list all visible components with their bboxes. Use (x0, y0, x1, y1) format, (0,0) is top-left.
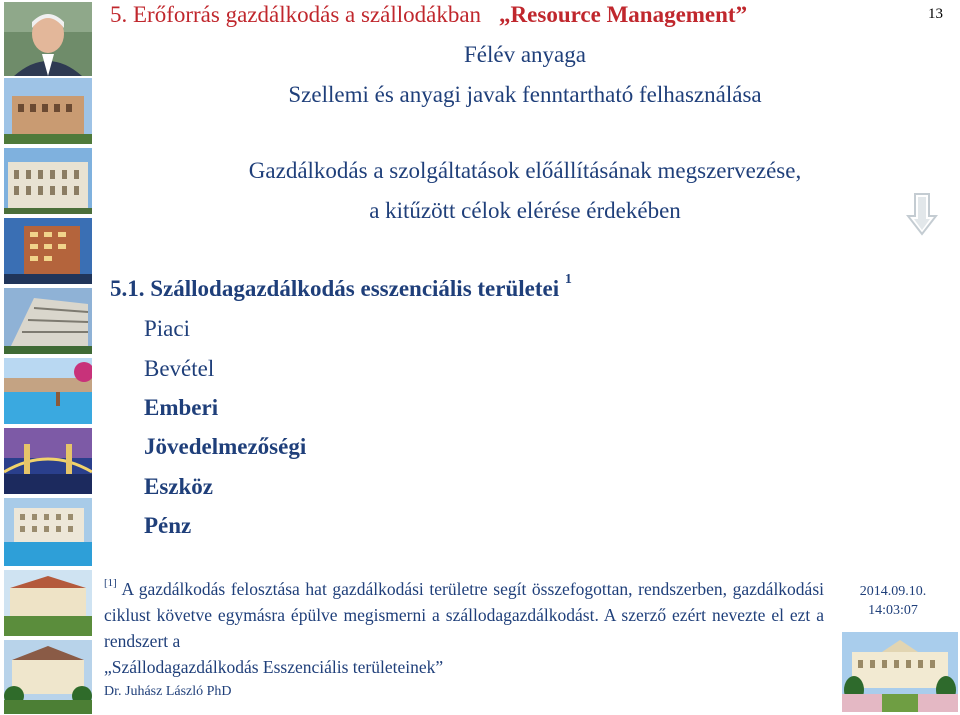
portrait-photo (4, 2, 92, 76)
hotel-photo-2 (4, 148, 92, 214)
hotel-photo-4 (4, 288, 92, 354)
title-english: „Resource Management” (499, 2, 748, 27)
hotel-photo-1 (4, 78, 92, 144)
footnote-ref: [1] (104, 577, 117, 589)
pool-photo (4, 358, 92, 424)
time: 14:03:07 (868, 603, 918, 618)
semester-topic: Félév anyaga (464, 42, 586, 67)
date: 2014.09.10. (859, 584, 927, 599)
semester-subtitle: Szellemi és anyagi javak fenntartható felhasználása (288, 82, 762, 107)
slide-title (110, 2, 910, 28)
castle-photo (4, 640, 92, 714)
resort-photo (4, 498, 92, 566)
area-item: Emberi (144, 395, 219, 420)
title-main: 5. Erőforrás gazdálkodás a szállodákban (110, 2, 482, 27)
goal-line-1: Gazdálkodás a szolgáltatások előállításának megszervezése, (248, 158, 802, 183)
author: Dr. Juhász László PhD (104, 684, 232, 699)
palace-photo (842, 632, 958, 712)
section-reference: 1 (564, 272, 572, 288)
section-heading-text: 5.1. Szállodagazdálkodás esszenciális területei (110, 276, 560, 301)
slide-number: 13 (928, 6, 943, 22)
goal-line-2: a kitűzött célok elérése érdekében (369, 198, 681, 223)
area-item: Pénz (144, 513, 192, 538)
area-item: Piaci (144, 316, 190, 341)
photo-strip (0, 0, 96, 715)
footnote-text: A gazdálkodás felosztása hat gazdálkodási területre segít összefogottan, rendszerben, gazdálkodási ciklust követve egymásra épülve megismerni a szállodagazdálkodást. A szerző ezért nevezte el ezt a rendszert a (104, 578, 824, 651)
manor-photo (4, 570, 92, 636)
footnote (104, 572, 824, 680)
down-arrow-icon (906, 192, 938, 241)
area-item: Jövedelmezőségi (144, 434, 307, 459)
area-item: Bevétel (144, 356, 215, 381)
area-item: Eszköz (144, 474, 213, 499)
section-heading (110, 272, 572, 302)
hotel-photo-3 (4, 218, 92, 284)
date-time (838, 582, 948, 620)
bridge-photo (4, 428, 92, 494)
footnote-last-line: „Szállodagazdálkodás Esszenciális területeinek” (104, 656, 444, 677)
